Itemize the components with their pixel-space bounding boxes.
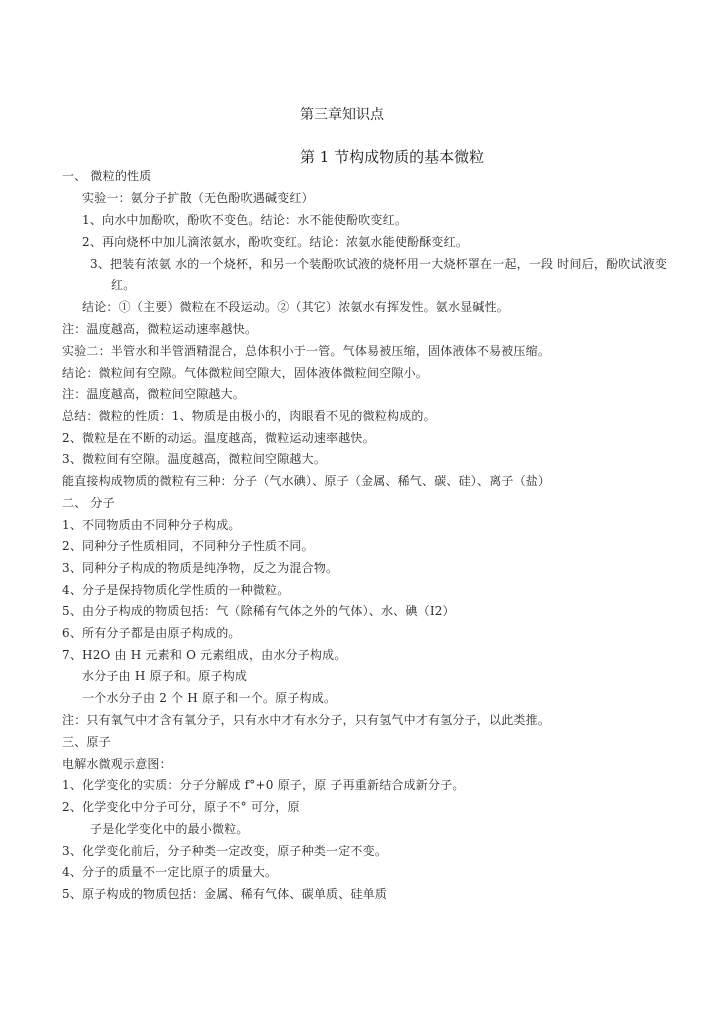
note-only-oxygen: 注：只有氧气中才含有氧分子，只有水中才有水分子，只有氢气中才有氢分子，以此类推。	[62, 713, 551, 727]
molecule-point-5: 5、由分子构成的物质包括：气（除稀有气体之外的气体）、水、碘（I2）	[62, 604, 455, 618]
molecule-point-1: 1、不同物质由不同种分子构成。	[62, 518, 241, 532]
experiment-two: 实验二：半管水和半管酒精混合，总体积小于一管。气体易被压缩，固体液体不易被压缩。	[62, 344, 551, 358]
electrolysis-diagram-label: 电解水微观示意图：	[62, 757, 172, 771]
heading-atom: 三、原子	[62, 735, 111, 749]
molecule-point-3: 3、同种分子构成的物质是纯净物，反之为混合物。	[62, 561, 339, 575]
note-temperature-gap: 注：温度越高，微粒间空隙越大。	[62, 387, 246, 401]
experiment-two-conclusion: 结论：微粒间有空隙。气体微粒间空隙大，固体液体微粒间空隙小。	[62, 366, 429, 380]
experiment-one-step-3: 3、把装有浓氨 水的一个烧杯，和另一个装酚吹试液的烧杯用一大烧杯罩在一起，一段 时间后，酚吹试液变	[90, 257, 668, 271]
molecule-point-7: 7、H2O 由 H 元素和 O 元素组成，由水分子构成。	[62, 648, 347, 662]
summary-2: 2、微粒是在不断的动运。温度越高，微粒运动速率越快。	[62, 431, 375, 445]
molecule-point-4: 4、分子是保持物质化学性质的一种微粒。	[62, 583, 290, 597]
atom-point-4: 4、分子的质量不一定比原子的质量大。	[62, 865, 278, 879]
atom-point-5: 5、原子构成的物质包括：金属、稀有气体、碳单质、硅单质	[62, 887, 388, 901]
experiment-one-step-3-cont: 红。	[111, 278, 136, 292]
molecule-point-2: 2、同种分子性质相同，不同种分子性质不同。	[62, 539, 314, 553]
heading-molecule: 二、 分子	[62, 496, 115, 510]
experiment-one: 实验一：氨分子扩散（无色酚吹遇碱变红）	[82, 191, 314, 205]
atom-point-2: 2、化学变化中分子可分，原子不° 可分，原	[62, 800, 300, 814]
molecule-point-6: 6、所有分子都是由原子构成的。	[62, 626, 241, 640]
chapter-title: 第三章知识点	[300, 107, 384, 123]
experiment-one-conclusion: 结论：①（主要）微粒在不段运动。②（其它）浓氨水有挥发性。氨水显碱性。	[82, 300, 510, 314]
experiment-one-step-1: 1、向水中加酚吹，酚吹不变色。结论：水不能使酚吹变红。	[82, 213, 408, 227]
section-title: 第 1 节构成物质的基本微粒	[300, 148, 485, 166]
three-particle-types: 能直接构成物质的微粒有三种：分子（气水碘）、原子（金属、稀气、碳、硅）、离子（盐）	[62, 474, 551, 488]
note-temperature-speed: 注：温度越高，微粒运动速率越快。	[62, 322, 258, 336]
atom-point-1: 1、化学变化的实质：分子分解成 f°+0 原子，原 子再重新结合成新分子。	[62, 778, 465, 792]
atom-point-2-cont: 子是化学变化中的最小微粒。	[90, 822, 249, 836]
molecule-point-7-b: 一个水分子由 2 个 H 原子和一个。原子构成。	[82, 691, 337, 705]
molecule-point-7-a: 水分子由 H 原子和。原子构成	[82, 669, 248, 683]
summary-1: 总结：微粒的性质：1、物质是由极小的，肉眼看不见的微粒构成的。	[62, 409, 436, 423]
atom-point-3: 3、化学变化前后，分子种类一定改变，原子种类一定不变。	[62, 844, 388, 858]
experiment-one-step-2: 2、再向烧杯中加儿滴浓氨水，酚吹变红。结论：浓氨水能使酚酥变红。	[82, 235, 469, 249]
heading-particle-properties: 一、 微粒的性质	[62, 169, 152, 183]
summary-3: 3、微粒间有空隙。温度越高，微粒间空隙越大。	[62, 452, 327, 466]
